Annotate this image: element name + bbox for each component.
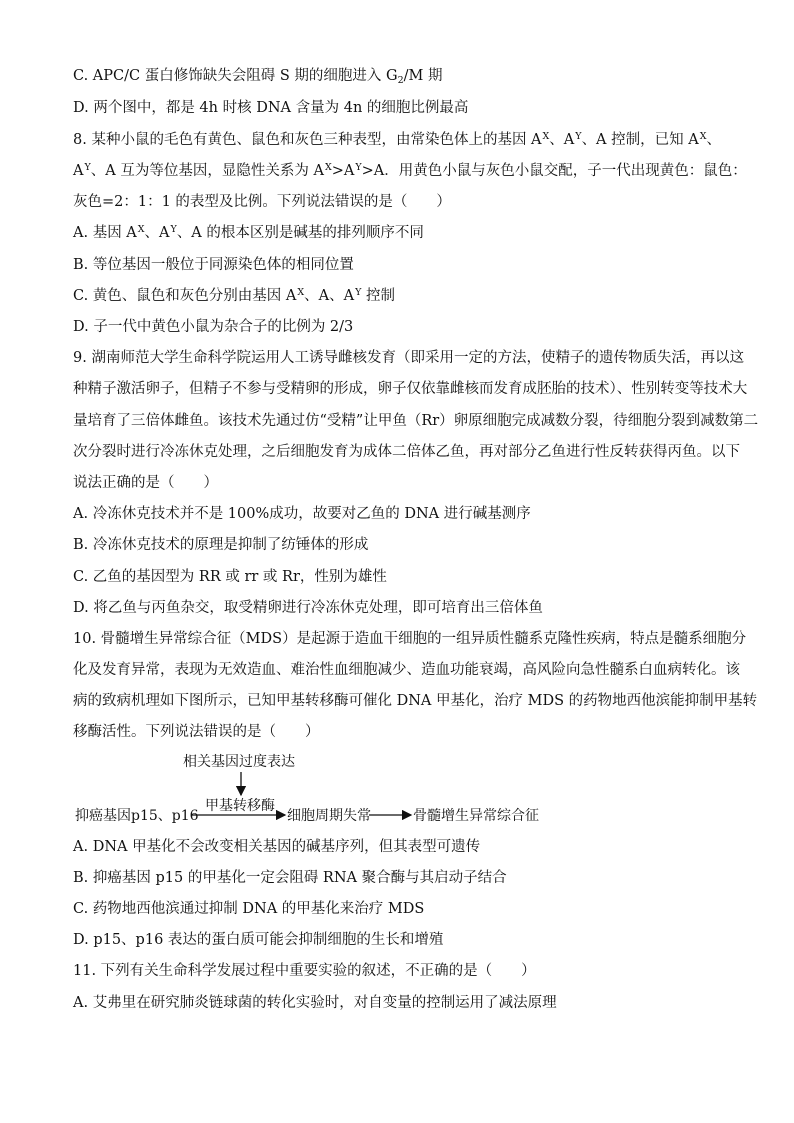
question-9-stem-5: 说法正确的是（ ） xyxy=(73,475,218,491)
question-8-stem-2: $A^Y$、A 互为等位基因，显隐性关系为 $A^X>A^Y>A$．用黄色小鼠与灰色小鼠交配，子一代出现黄色：鼠色： xyxy=(73,162,747,179)
question-9-stem-1: 9. 湖南师范大学生命科学院运用人工诱导雌核发育（即采用一定的方法，使精子的遗传物质失活，再以这 xyxy=(73,350,744,366)
question-8-stem-1: 8. 某种小鼠的毛色有黄色、鼠色和灰色三种表型，由常染色体上的基因 $A^X$、$A^Y$、A 控制，已知 $A^X$、 xyxy=(73,131,721,148)
option-9c: C. 乙鱼的基因型为 RR 或 rr 或 Rr，性别为雄性 xyxy=(73,569,387,585)
node-cell-cycle: 细胞周期失常 xyxy=(287,808,371,824)
option-10a: A. DNA 甲基化不会改变相关基因的碱基序列，但其表型可遗传 xyxy=(73,839,481,855)
option-9b: B. 冷冻休克技术的原理是抑制了纺锤体的形成 xyxy=(73,537,369,553)
node-mds: 骨髓增生异常综合征 xyxy=(413,808,539,824)
option-10d: D. p15、p16 表达的蛋白质可能会抑制细胞的生长和增殖 xyxy=(73,932,444,948)
option-10c: C. 药物地西他滨通过抑制 DNA 的甲基化来治疗 MDS xyxy=(73,901,425,917)
option-8d: D. 子一代中黄色小鼠为杂合子的比例为 2/3 xyxy=(73,319,354,335)
option-8a: A. 基因 $A^X$、$A^Y$、A 的根本区别是碱基的排列顺序不同 xyxy=(73,224,424,241)
option-10b: B. 抑癌基因 p15 的甲基化一定会阻碍 RNA 聚合酶与其启动子结合 xyxy=(73,870,507,886)
question-10-stem-4: 移酶活性。下列说法错误的是（ ） xyxy=(73,724,320,740)
enzyme-label: 甲基转移酶 xyxy=(205,798,275,814)
question-9-stem-3: 量培育了三倍体雌鱼。该技术先通过仿“受精”让甲鱼（Rr）卵原细胞完成减数分裂，待细胞分裂到减数第二 xyxy=(73,413,759,429)
question-10-stem-3: 病的致病机理如下图所示，已知甲基转移酶可催化 DNA 甲基化，治疗 MDS 的药物地西他滨能抑制甲基转 xyxy=(73,693,758,709)
question-9-stem-4: 次分裂时进行冷冻休克处理，之后细胞发育为成体二倍体乙鱼，再对部分乙鱼进行性反转获得丙鱼。以下 xyxy=(73,444,740,460)
question-11-stem: 11. 下列有关生命科学发展过程中重要实验的叙述，不正确的是（ ） xyxy=(73,963,536,979)
option-8c: C. 黄色、鼠色和灰色分别由基因 $A^X$、A、$A^Y$ 控制 xyxy=(73,287,395,304)
option-9d: D. 将乙鱼与丙鱼杂交，取受精卵进行冷冻休克处理，即可培育出三倍体鱼 xyxy=(73,600,543,616)
question-10-stem-1: 10. 骨髓增生异常综合征（MDS）是起源于造血干细胞的一组异质性髓系克隆性疾病，特点是髓系细胞分 xyxy=(73,631,747,647)
option-9a: A. 冷冻休克技术并不是 100%成功，故要对乙鱼的 DNA 进行碱基测序 xyxy=(73,506,531,522)
option-11a: A. 艾弗里在研究肺炎链球菌的转化实验时，对自变量的控制运用了减法原理 xyxy=(73,995,557,1011)
node-tumor-suppressor-genes: 抑癌基因p15、p16 xyxy=(75,808,199,824)
option-7d: D. 两个图中，都是 4h 时核 DNA 含量为 4n 的细胞比例最高 xyxy=(73,100,469,116)
option-8b: B. 等位基因一般位于同源染色体的相同位置 xyxy=(73,257,354,273)
question-10-stem-2: 化及发育异常，表现为无效造血、难治性血细胞减少、造血功能衰竭，高风险向急性髓系白血病转化。该 xyxy=(73,662,740,678)
question-8-stem-3: 灰色=2：1：1 的表型及比例。下列说法错误的是（ ） xyxy=(73,194,451,210)
option-7c: C. APC/C 蛋白修饰缺失会阻碍 S 期的细胞进入 $G_2/M$ 期 xyxy=(73,68,443,86)
question-9-stem-2: 种精子激活卵子，但精子不参与受精卵的形成，卵子仅依靠雌核而发育成胚胎的技术）、性别转变等技术大 xyxy=(73,381,748,397)
mechanism-diagram xyxy=(73,752,593,827)
top-label: 相关基因过度表达 xyxy=(183,754,295,770)
